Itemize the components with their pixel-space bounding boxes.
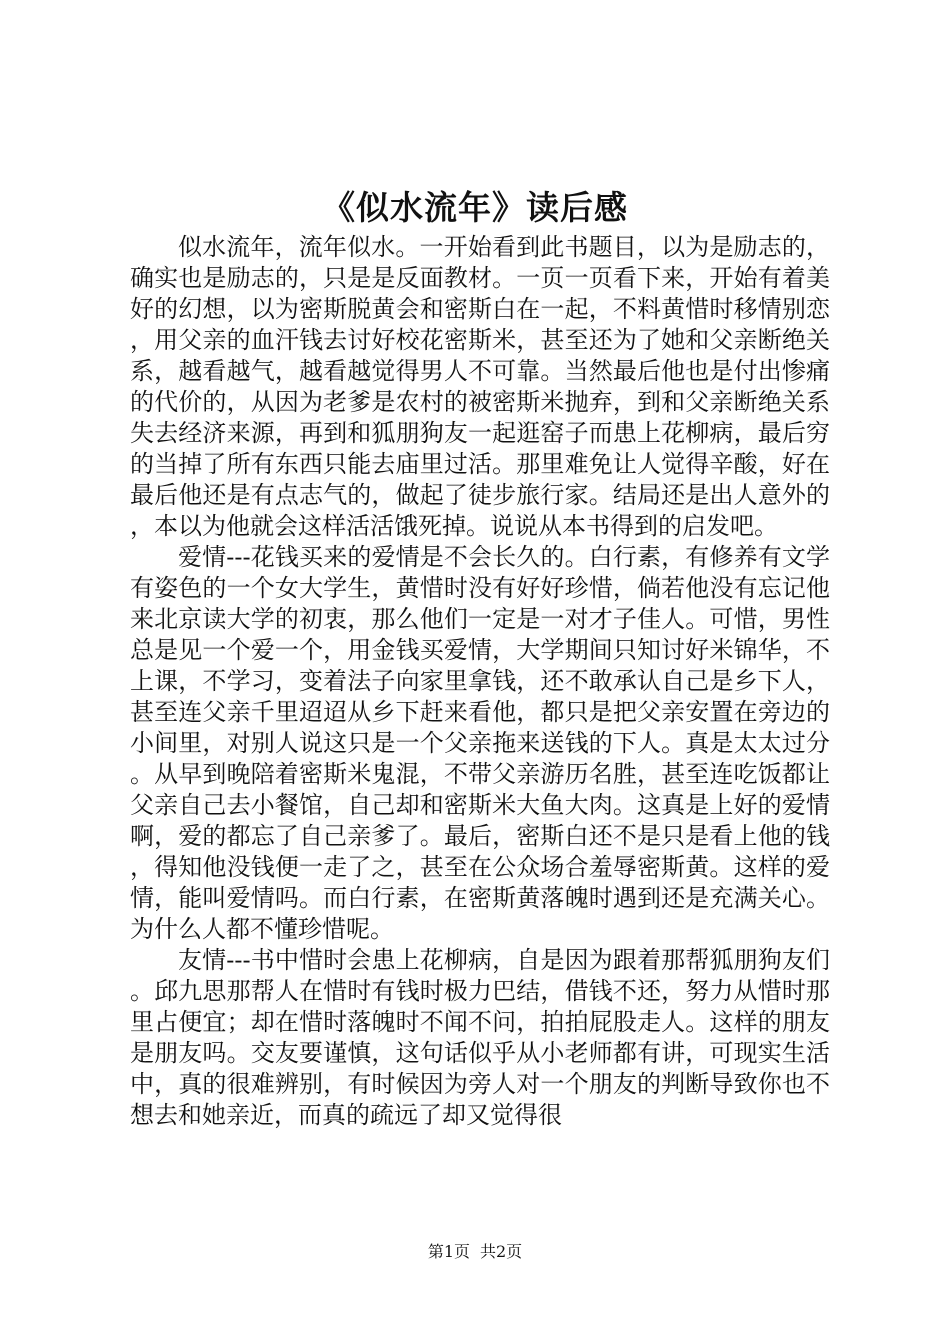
paragraph-love: 爱情---花钱买来的爱情是不会长久的。白行素，有修养有文学有姿色的一个女大学生，黄惜时没有好好珍惜，倘若他没有忘记他来北京读大学的初衷，那么他们一定是一对才子佳人。可惜，男性总是见一个爱一个，用金钱买爱情，大学期间只知讨好米锦华，不上课，不学习，变着法子向家里拿钱，还不敢承认自己是乡下人，甚至连父亲千里迢迢从乡下赶来看他，都只是把父亲安置在旁边的小间里，对别人说这只是一个父亲拖来送钱的下人。真是太太过分。从早到晚陪着密斯米鬼混，不带父亲游历名胜，甚至连吃饭都让父亲自己去小餐馆，自己却和密斯米大鱼大肉。这真是上好的爱情啊，爱的都忘了自己亲爹了。最后，密斯白还不是只是看上他的钱，得知他没钱便一走了之，甚至在公众场合羞辱密斯黄。这样的爱情，能叫爱情吗。而白行素，在密斯黄落魄时遇到还是充满关心。为什么人都不懂珍惜呢。 (130, 543, 830, 943)
document-title: 《似水流年》读后感 (322, 188, 628, 227)
page-total: 共2页 (480, 1242, 523, 1261)
page-number: 第1页 (427, 1242, 470, 1261)
paragraph-intro: 似水流年，流年似水。一开始看到此书题目，以为是励志的，确实也是励志的，只是是反面教材。一页一页看下来，开始有着美好的幻想，以为密斯脱黄会和密斯白在一起，不料黄惜时移情别恋，用父亲的血汗钱去讨好校花密斯米，甚至还为了她和父亲断绝关系，越看越气，越看越觉得男人不可靠。当然最后他也是付出惨痛的代价的，从因为老爹是农村的被密斯米抛弃，到和父亲断绝关系失去经济来源，再到和狐朋狗友一起逛窑子而患上花柳病，最后穷的当掉了所有东西只能去庙里过活。那里难免让人觉得辛酸，好在最后他还是有点志气的，做起了徒步旅行家。结局还是出人意外的，本以为他就会这样活活饿死掉。说说从本书得到的启发吧。 (130, 233, 830, 540)
page-footer (0, 1240, 950, 1264)
document-body (130, 232, 830, 1131)
paragraph-friendship: 友情---书中惜时会患上花柳病，自是因为跟着那帮狐朋狗友们。邱九思那帮人在惜时有钱时极力巴结，借钱不还，努力从惜时那里占便宜；却在惜时落魄时不闻不问，拍拍屁股走人。这样的朋友是朋友吗。交友要谨慎，这句话似乎从小老师都有讲，可现实生活中，真的很难辨别，有时候因为旁人对一个朋友的判断导致你也不想去和她亲近，而真的疏远了却又觉得很 (130, 946, 830, 1129)
